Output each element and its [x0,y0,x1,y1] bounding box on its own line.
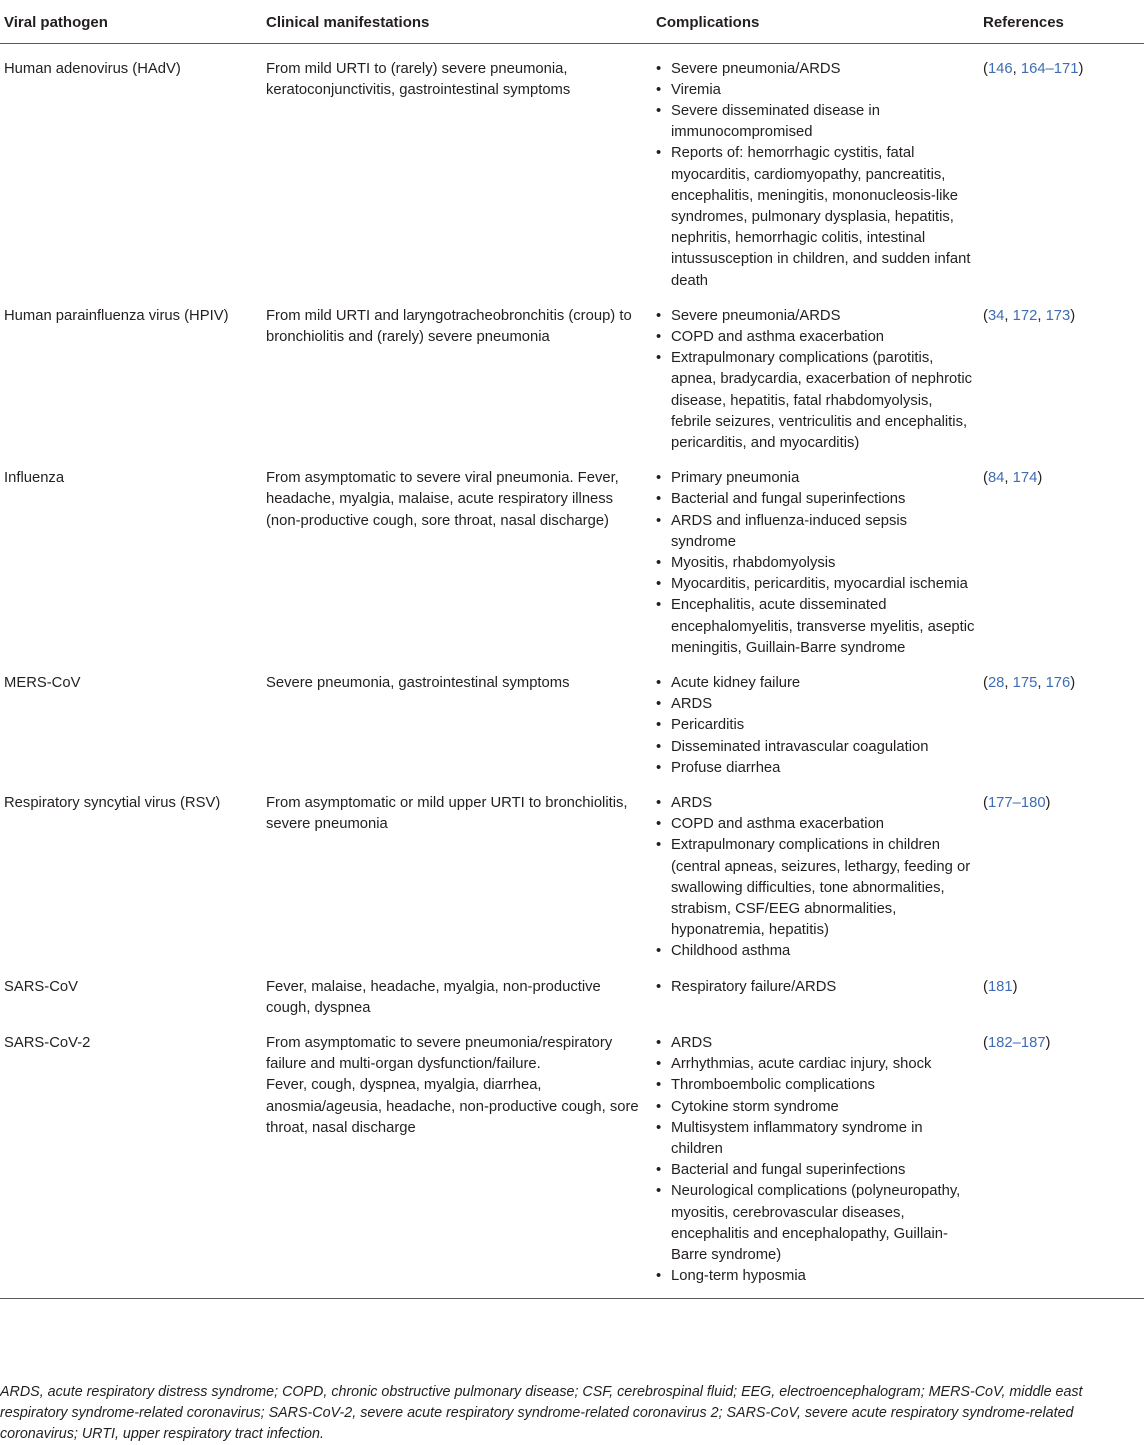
table-row [0,779,1144,963]
complication-item: • Extrapulmonary complications (parotitis, apnea, bradycardia, exacerbation of nephrotic disease, hepatitis, fatal rhabdomyolysis, febrile seizures, ventriculitis and encephalitis, pericarditis, and myocarditis) [656,348,975,454]
complication-item: • Childhood asthma [656,941,975,962]
reference-punctuation: ) [1070,307,1076,324]
cell-manifestations: From asymptomatic to severe viral pneumonia. Fever, headache, myalgia, malaise, acute respiratory illness (non-productive cough, sore throat, nasal discharge) [266,470,619,529]
cell-complications [652,963,979,1019]
complication-item: • ARDS [656,793,975,814]
reference-punctuation: ) [1037,470,1043,487]
cell-complications [652,659,979,779]
cell-pathogen: SARS-CoV-2 [0,1019,262,1299]
complication-item: • Profuse diarrhea [656,758,975,779]
reference-link[interactable]: 176 [1045,674,1071,691]
cell-manifestations: From mild URTI to (rarely) severe pneumonia, keratoconjunctivitis, gastrointestinal symptoms [266,60,571,98]
reference-punctuation: ) [1012,978,1018,995]
complication-item: • ARDS [656,694,975,715]
complication-item: • Myocarditis, pericarditis, myocardial ischemia [656,574,975,595]
complication-item: • Primary pneumonia [656,468,975,489]
complications-list [656,468,975,659]
complication-item: • Severe pneumonia/ARDS [656,59,975,80]
complication-item: • Arrhythmias, acute cardiac injury, shock [656,1054,975,1075]
complications-list [656,306,975,454]
complication-item: • Thromboembolic complications [656,1075,975,1096]
reference-link[interactable]: 146 [987,60,1013,77]
reference-punctuation: ( [983,1035,988,1052]
complication-item: • Acute kidney failure [656,673,975,694]
reference-link[interactable]: 177–180 [987,795,1046,811]
complication-item: • Multisystem inflammatory syndrome in children [656,1118,975,1160]
cell-references [979,963,1144,1019]
cell-complications [652,779,979,963]
reference-punctuation: , [1037,674,1046,691]
complication-item: • Long-term hyposmia [656,1266,975,1287]
table-row [0,454,1144,659]
cell-references [979,454,1144,659]
cell-pathogen: Human adenovirus (HAdV) [4,60,181,77]
complications-list [656,673,975,779]
cell-complications [652,43,979,292]
complication-item: • Bacterial and fungal superinfections [656,489,975,510]
complication-item: • ARDS and influenza-induced sepsis syndrome [656,511,975,553]
reference-link[interactable]: 173 [1045,307,1071,324]
reference-link[interactable]: 175 [1012,674,1038,691]
complication-item: • Disseminated intravascular coagulation [656,737,975,758]
complication-item: • Myositis, rhabdomyolysis [656,553,975,574]
reference-link[interactable]: 164–171 [1020,60,1079,77]
cell-references [979,1019,1144,1299]
complication-item: • Encephalitis, acute disseminated encephalomyelitis, transverse myelitis, aseptic meningitis, Guillain-Barre syndrome [656,595,975,659]
reference-punctuation: ) [1078,60,1084,77]
reference-link[interactable]: 182–187 [987,1035,1046,1052]
reference-punctuation: , [1012,60,1021,77]
header-references: References [979,0,1144,43]
cell-references [979,43,1144,292]
cell-pathogen: Human parainfluenza virus (HPIV) [4,307,229,324]
table-body [0,43,1144,1299]
complications-list [656,793,975,963]
reference-link[interactable]: 181 [987,978,1013,995]
cell-manifestations: Fever, malaise, headache, myalgia, non-productive cough, dyspnea [266,978,601,1016]
complication-item: • COPD and asthma exacerbation [656,814,975,835]
reference-punctuation: ) [1045,795,1051,811]
reference-punctuation: ) [1045,1035,1051,1052]
reference-punctuation: ) [1070,674,1076,691]
reference-punctuation: ( [983,978,988,995]
cell-pathogen: Influenza [4,470,65,487]
table-row [0,963,1144,1019]
reference-punctuation: , [1004,307,1013,324]
cell-complications [652,1019,979,1299]
cell-manifestations: From mild URTI and laryngotracheobronchitis (croup) to bronchiolitis and (rarely) severe pneumonia [266,307,632,345]
reference-punctuation: , [1037,307,1046,324]
table-row [0,43,1144,292]
cell-pathogen: SARS-CoV [4,978,79,995]
cell-pathogen: Respiratory syncytial virus (RSV) [4,795,221,811]
table-footnote: ARDS, acute respiratory distress syndrome; COPD, chronic obstructive pulmonary disease; CSF, cerebrospinal fluid; EEG, electroencephalogram; MERS-CoV, middle east respiratory syndrome-related coronavirus; SARS-CoV-2, severe acute respiratory syndrome-related coronavirus 2; SARS-CoV, severe acute respiratory syndrome-related coronavirus; URTI, upper respiratory tract infection. [0,1384,1083,1442]
reference-punctuation: ( [983,795,988,811]
complication-item: • Reports of: hemorrhagic cystitis, fatal myocarditis, cardiomyopathy, pancreatitis, encephalitis, meningitis, mononucleosis-like syndromes, pulmonary dysplasia, hepatitis, nephritis, hemorrhagic colitis, intestinal intussusception in children, and sudden infant death [656,143,975,291]
header-manifestations: Clinical manifestations [262,0,652,43]
reference-link[interactable]: 84 [987,470,1005,487]
header-complications: Complications [652,0,979,43]
cell-references [979,779,1144,963]
complication-item: • Viremia [656,80,975,101]
reference-link[interactable]: 174 [1012,470,1038,487]
complication-item: • Bacterial and fungal superinfections [656,1160,975,1181]
reference-punctuation: , [1004,674,1013,691]
cell-manifestations: Severe pneumonia, gastrointestinal symptoms [266,674,570,691]
reference-punctuation: , [1004,470,1013,487]
complications-list [656,1033,975,1287]
complications-list [656,59,975,292]
cell-references [979,292,1144,454]
complication-item: • ARDS [656,1033,975,1054]
complication-item: • Extrapulmonary complications in children (central apneas, seizures, lethargy, feeding or swallowing difficulties, tone abnormalities, strabism, CSF/EEG abnormalities, hyponatremia, hepatitis) [656,835,975,941]
reference-link[interactable]: 34 [987,307,1005,324]
complication-item: • Respiratory failure/ARDS [656,977,975,998]
header-pathogen: Viral pathogen [0,0,262,43]
complication-item: • Pericarditis [656,715,975,736]
table-row [0,1019,1144,1299]
reference-punctuation: ( [983,470,988,487]
complication-item: • Severe pneumonia/ARDS [656,306,975,327]
cell-complications [652,454,979,659]
cell-complications [652,292,979,454]
reference-link[interactable]: 172 [1012,307,1038,324]
table-header [0,0,1144,43]
table-row [0,292,1144,454]
complications-list [656,977,975,998]
complication-item: • COPD and asthma exacerbation [656,327,975,348]
table-row [0,659,1144,779]
cell-pathogen: MERS-CoV [4,674,81,691]
reference-punctuation: ( [983,674,988,691]
reference-punctuation: ( [983,60,988,77]
cell-manifestations: From asymptomatic or mild upper URTI to bronchiolitis, severe pneumonia [266,795,628,833]
cell-references [979,659,1144,779]
reference-link[interactable]: 28 [987,674,1005,691]
cell-manifestations: From asymptomatic to severe pneumonia/respiratory failure and multi-organ dysfunction/failure. Fever, cough, dyspnea, myalgia, diarrhea, anosmia/ageusia, headache, non-productive cough, sore throat, nasal discharge [262,1019,652,1299]
complication-item: • Severe disseminated disease in immunocompromised [656,101,975,143]
complication-item: • Neurological complications (polyneuropathy, myositis, cerebrovascular diseases, encephalitis and encephalopathy, Guillain-Barre syndrome) [656,1181,975,1266]
complication-item: • Cytokine storm syndrome [656,1097,975,1118]
reference-punctuation: ( [983,307,988,324]
